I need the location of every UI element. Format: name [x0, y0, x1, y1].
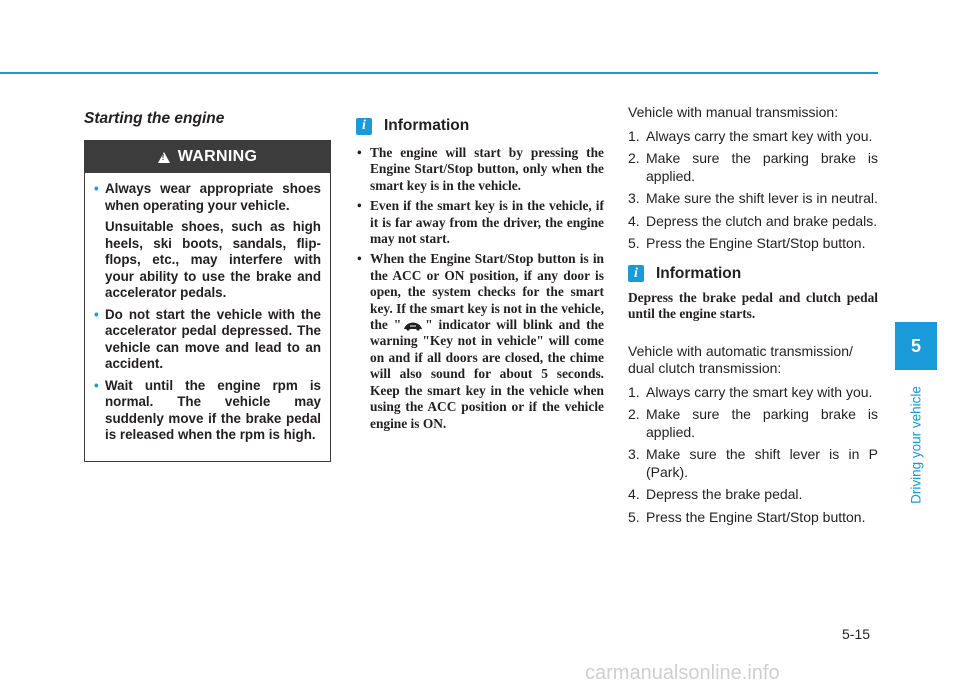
bullet-icon: • — [357, 198, 362, 214]
step-item: 2. Make sure the parking brake is applied. — [628, 150, 878, 184]
warning-item — [94, 181, 321, 302]
information-item: • Even if the smart key is in the vehicle, if it is far away from the driver, the engine may not start. — [357, 198, 604, 247]
manual-heading: Vehicle with manual transmission: — [628, 104, 839, 120]
information-list — [356, 145, 604, 432]
chapter-number: 5 — [895, 322, 937, 370]
top-rule — [0, 72, 878, 74]
information-header — [356, 117, 604, 135]
page-number: 5-15 — [842, 626, 871, 642]
information-title: Information — [384, 117, 470, 134]
information-title: Information — [656, 264, 742, 282]
bullet-icon: • — [94, 306, 99, 322]
key-indicator-icon — [401, 321, 425, 331]
chapter-label-text: Driving your vehicle — [908, 386, 924, 504]
step-item: 4. Depress the brake pedal. — [628, 486, 803, 503]
bullet-icon: • — [94, 181, 99, 196]
bullet-icon: • — [357, 251, 362, 267]
warning-list — [85, 173, 330, 444]
step-item: 1. Always carry the smart key with you. — [628, 383, 873, 400]
step-item: 5. Press the Engine Start/Stop button. — [628, 508, 866, 525]
warning-item-lead: Always wear appropriate shoes when operating your vehicle. — [105, 181, 321, 213]
information-item: • When the Engine Start/Stop button is in the ACC or ON position, if any door is open, the system checks for the smart key. If the smart key is not in the vehicle, the " " indicator will blink and the warning "Key not in vehicle" will come on and if all doors are closed, the chime will also sound for about 5 seconds. Keep the smart key in the vehicle when using the ACC position or if the vehicle engine is ON. — [357, 251, 604, 431]
section-title: Starting the engine — [84, 110, 225, 127]
warning-item-lead: Do not start the vehicle with the accelerator pedal depressed. The vehicle can move and lead to an accident. — [105, 306, 321, 371]
information-header — [628, 265, 878, 283]
procedure-column — [628, 104, 878, 531]
warning-item-lead: Wait until the engine rpm is normal. The vehicle may suddenly move if the brake pedal is released when the rpm is high. — [105, 377, 321, 442]
bullet-icon: • — [357, 145, 362, 160]
warning-header — [85, 141, 330, 173]
step-item: 4. Depress the clutch and brake pedals. — [628, 212, 878, 229]
warning-triangle-icon — [158, 152, 170, 163]
information-block-2 — [628, 265, 878, 323]
warning-box — [84, 140, 331, 462]
bullet-icon: • — [94, 377, 99, 393]
chapter-label — [895, 370, 937, 520]
info-icon: i — [628, 265, 644, 282]
manual-steps — [628, 128, 878, 253]
step-item: 1. Always carry the smart key with you. — [628, 127, 873, 144]
step-item: 3. Make sure the shift lever is in neutral. — [628, 190, 878, 206]
warning-item — [94, 377, 321, 444]
information-block — [356, 117, 604, 436]
step-item: 3. Make sure the shift lever is in P (Park). — [628, 446, 878, 480]
information-item: • The engine will start by pressing the Engine Start/Stop button, only when the smart key is in the vehicle. — [357, 145, 604, 193]
warning-item — [94, 306, 321, 373]
warning-label: WARNING — [177, 148, 258, 165]
info-icon: i — [356, 118, 372, 135]
watermark: carmanualsonline.info — [585, 662, 780, 684]
automatic-steps — [628, 384, 878, 527]
step-item: 2. Make sure the parking brake is applied. — [628, 406, 878, 440]
step-item: 5. Press the Engine Start/Stop button. — [628, 235, 866, 251]
warning-item-body: Unsuitable shoes, such as high heels, ski boots, sandals, flip-flops, etc., may interfere with your ability to use the brake and accelerator pedals. — [105, 219, 321, 300]
information-text: Depress the brake pedal and clutch pedal until the engine starts. — [628, 290, 878, 322]
automatic-heading: Vehicle with automatic transmission/ dual clutch transmission: — [628, 342, 853, 377]
